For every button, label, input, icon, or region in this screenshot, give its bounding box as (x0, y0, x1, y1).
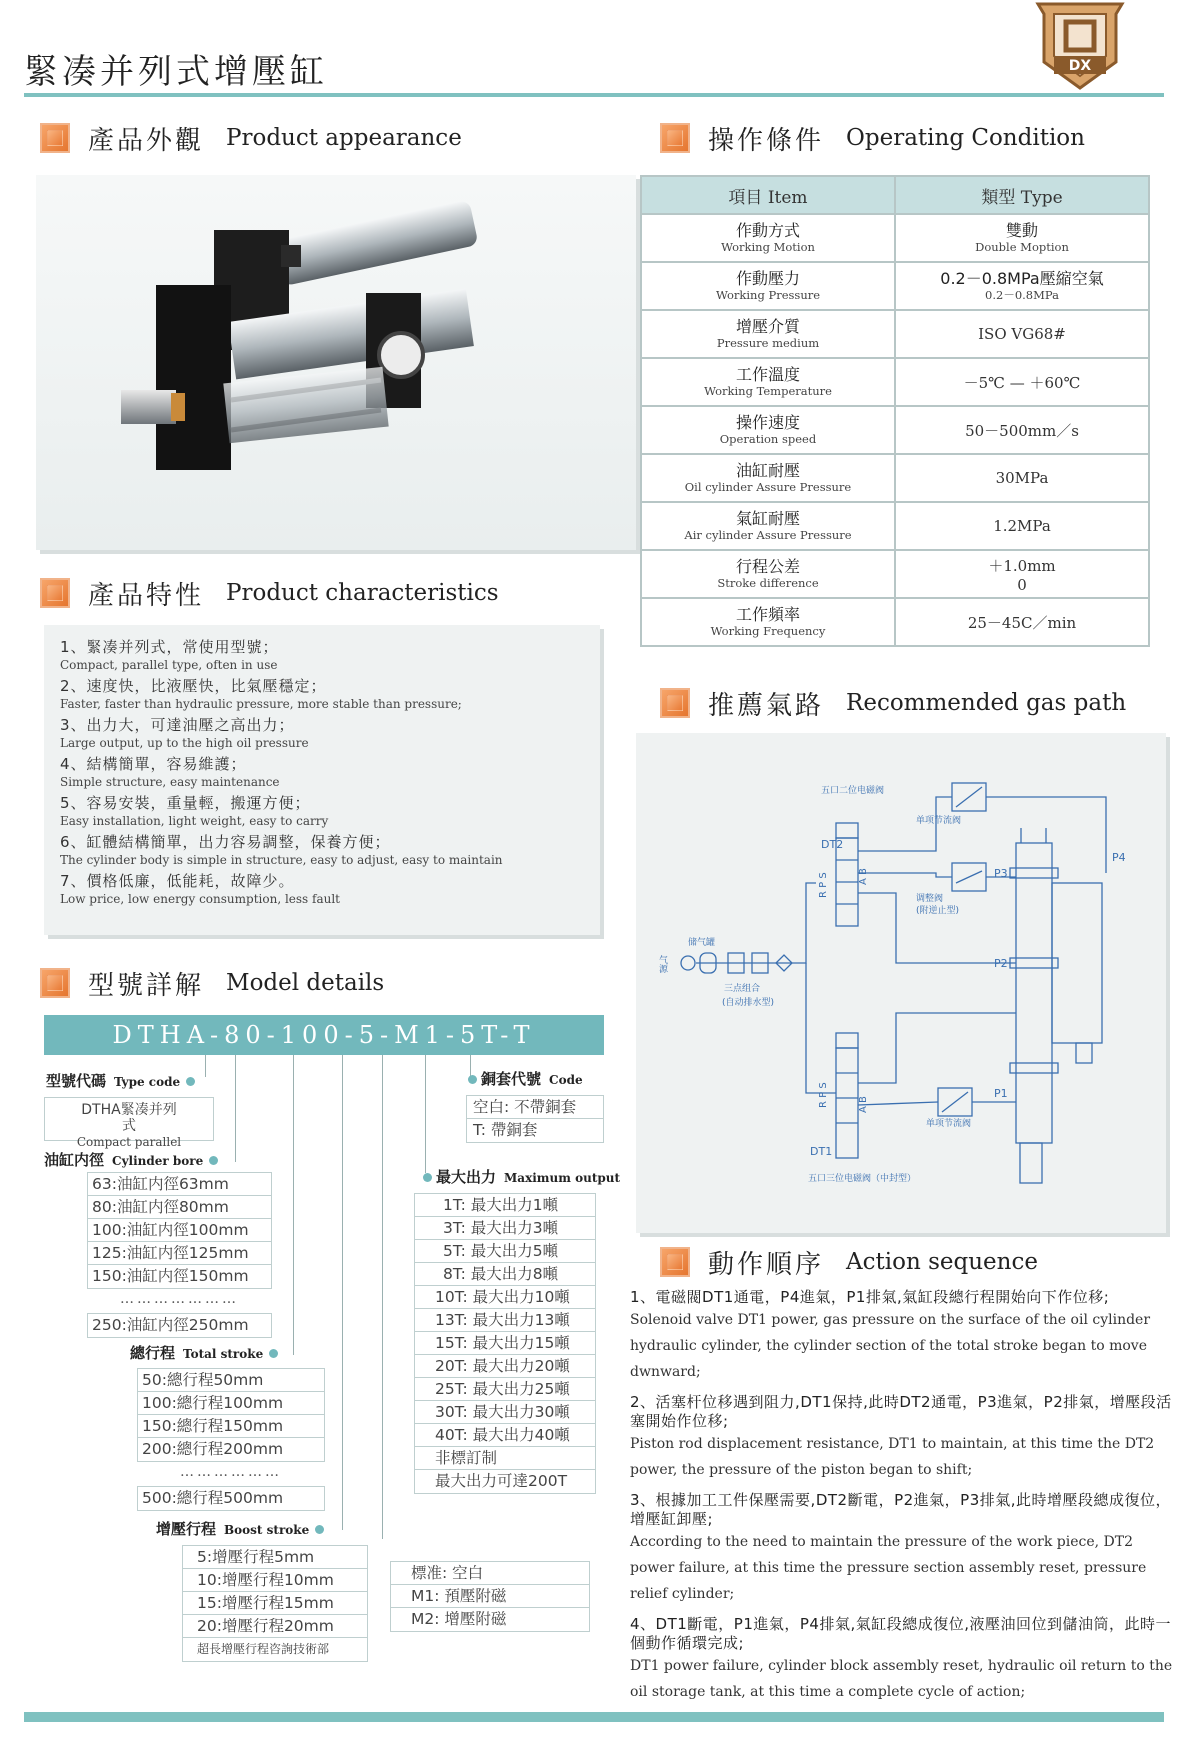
row-value: 25－45C／min (895, 598, 1149, 646)
list-item: 13T: 最大出力13噸 (415, 1309, 595, 1332)
bore-label (44, 1149, 218, 1170)
row-label-en: Operation speed (719, 432, 817, 446)
label-throttle-bottom: 单项节流阀 (926, 1119, 972, 1129)
section-title-en: Model details (226, 970, 385, 996)
list-item: 20:增壓行程20mm (183, 1615, 367, 1638)
item-zh: 5、容易安裝，重量輕，搬運方便； (60, 794, 311, 812)
item-zh: 3、出力大，可達油壓之高出力； (60, 716, 295, 734)
header-rule (24, 93, 1164, 97)
label-regulator2: (附逆止型) (916, 906, 960, 916)
list-item: M1: 預壓附磁 (391, 1585, 589, 1608)
total-stroke-label (130, 1342, 278, 1363)
label-zh: 總行程 (130, 1344, 176, 1362)
boost-stroke-options (182, 1545, 368, 1662)
list-item: 100:油缸内徑100mm (88, 1219, 271, 1242)
row-value: 0.2－0.8MPa壓縮空氣 (940, 269, 1104, 288)
row-label-en: Working Temperature (704, 384, 832, 398)
row-label-zh: 作動壓力 (735, 269, 800, 288)
list-item: 5T: 最大出力5噸 (415, 1240, 595, 1263)
list-item: T: 帶銅套 (473, 1121, 538, 1139)
label-zh: 增壓行程 (156, 1520, 217, 1538)
label-zh: 油缸内徑 (44, 1151, 105, 1169)
product-image (36, 175, 636, 550)
bore-ellipsis: ………………… (120, 1291, 239, 1307)
label-throttle-top: 单项节流阀 (916, 816, 962, 826)
list-item (60, 637, 584, 673)
table-row (641, 454, 1149, 502)
item-zh: 7、價格低廉，低能耗，故障少。 (60, 872, 295, 890)
gas-path-diagram (636, 733, 1166, 1233)
page-title: 緊凑并列式增壓缸 (24, 52, 328, 92)
list-item: 15T: 最大出力15噸 (415, 1332, 595, 1355)
section-title-zh: 動作順序 (708, 1249, 825, 1280)
label-tank: 储气罐 (688, 938, 716, 948)
bullet-dot-icon (269, 1349, 278, 1358)
row-value-sub: 0 (1017, 575, 1027, 594)
list-item (60, 715, 584, 751)
bullet-dot-icon (468, 1075, 477, 1084)
bullet-square-icon (40, 123, 70, 153)
list-item: 最大出力可達200T (435, 1472, 568, 1490)
item-en: Easy installation, light weight, easy to carry (60, 814, 329, 828)
label-en: Code (549, 1073, 583, 1087)
list-item (60, 676, 584, 712)
label-valve-top: 五口二位电磁阀 (821, 786, 885, 796)
row-value: ISO VG68# (895, 310, 1149, 358)
table-header-row (641, 176, 1149, 214)
label-regulator: 调整阀 (916, 894, 944, 904)
list-item: 50:總行程50mm (138, 1369, 324, 1392)
row-value: －5℃ — ＋60℃ (895, 358, 1149, 406)
list-item: 15:增壓行程15mm (183, 1592, 367, 1615)
list-item: 5:增壓行程5mm (183, 1546, 367, 1569)
label-p2: P2 (994, 957, 1008, 970)
label-ports-ab-top: A B (858, 868, 869, 885)
section-title-zh: 產品特性 (88, 580, 205, 611)
table-row (641, 358, 1149, 406)
model-code-bar: DTHA-80-100-5-M1-5T-T (44, 1015, 604, 1055)
bullet-dot-icon (423, 1173, 432, 1182)
section-title-zh: 產品外觀 (88, 125, 205, 156)
row-label-en: Working Pressure (715, 288, 821, 302)
list-item: 150:總行程150mm (138, 1415, 324, 1438)
boost-stroke-label (156, 1518, 324, 1539)
list-item: 10T: 最大出力10噸 (415, 1286, 595, 1309)
list-item (60, 793, 584, 829)
list-item: 3T: 最大出力3噸 (415, 1217, 595, 1240)
row-label-en: Oil cylinder Assure Pressure (684, 480, 852, 494)
item-en: Low price, low energy consumption, less fault (60, 892, 340, 906)
table-row (641, 502, 1149, 550)
row-label-en: Stroke difference (717, 576, 819, 590)
operating-condition-table (640, 175, 1150, 647)
row-value-sub: 0.2－0.8MPa (985, 288, 1059, 302)
bullet-square-icon (660, 123, 690, 153)
table-header-item: 項目 Item (641, 176, 895, 214)
section-title-zh: 推薦氣路 (708, 690, 825, 721)
list-item: 30T: 最大出力30噸 (415, 1401, 595, 1424)
row-label-en: Working Frequency (710, 624, 826, 638)
bore-options (87, 1172, 272, 1289)
item-en: Compact, parallel type, often in use (60, 658, 278, 672)
step-en: According to the need to maintain the pressure of the work piece, DT2 power failure, at this time the pressure section assembly reset, pressure relief cylinder; (630, 1534, 1147, 1602)
total-stroke-last-option (137, 1486, 325, 1511)
list-item (630, 1288, 1176, 1385)
row-label-en: Pressure medium (716, 336, 820, 350)
list-item: 20T: 最大出力20噸 (415, 1355, 595, 1378)
label-en: Total stroke (183, 1347, 264, 1361)
list-item: 1T: 最大出力1噸 (415, 1194, 595, 1217)
row-label-zh: 油缸耐壓 (735, 461, 800, 480)
connector-line (205, 1055, 206, 1077)
list-item: 63:油缸内徑63mm (88, 1173, 271, 1196)
item-zh: 4、結構簡單，容易維護； (60, 755, 247, 773)
bullet-dot-icon (209, 1156, 218, 1165)
type-code-label (46, 1070, 195, 1091)
table-row (641, 262, 1149, 310)
list-item (60, 832, 584, 868)
list-item: 250:油缸内徑250mm (92, 1316, 249, 1334)
label-valve-bottom: 五口三位电磁阀（中封型） (808, 1174, 917, 1184)
label-triple: 三点组合 (724, 984, 761, 994)
row-value: 50－500mm／s (895, 406, 1149, 454)
row-label-en: Air cylinder Assure Pressure (684, 528, 852, 542)
item-zh: 2、速度快，比液壓快，比氣壓穩定； (60, 677, 327, 695)
label-p3: P3 (994, 867, 1008, 880)
bullet-square-icon (40, 968, 70, 998)
item-en: Large output, up to the high oil pressure (60, 736, 309, 750)
list-item (60, 754, 584, 790)
item-en: Faster, faster than hydraulic pressure, more stable than pressure; (60, 697, 462, 711)
step-zh: 3、根據加工工件保壓需要,DT2斷電，P2進氣，P3排氣,此時增壓段總成復位，增壓缸卸壓; (630, 1491, 1172, 1528)
connector-line (235, 1055, 236, 1162)
item-zh: 1、緊凑并列式，常使用型號； (60, 638, 279, 656)
item-en: Simple structure, easy maintenance (60, 775, 280, 789)
list-item: 標准: 空白 (391, 1562, 589, 1585)
section-gaspath-header (660, 683, 1126, 723)
row-label-zh: 行程公差 (735, 557, 800, 576)
label-en: Type code (114, 1075, 181, 1089)
row-value: 1.2MPa (895, 502, 1149, 550)
list-item: M2: 增壓附磁 (411, 1610, 507, 1628)
action-sequence-list (630, 1288, 1176, 1705)
brand-logo (1030, 0, 1130, 92)
row-label-zh: 氣缸耐壓 (735, 509, 800, 528)
connector-line (425, 1055, 426, 1173)
section-title-en: Action sequence (846, 1249, 1038, 1275)
row-value: 30MPa (895, 454, 1149, 502)
section-title-en: Product appearance (226, 125, 462, 151)
connector-line (342, 1055, 343, 1530)
label-source: 气源 (657, 955, 667, 973)
connector-line (382, 1055, 383, 1539)
label-p1: P1 (994, 1087, 1008, 1100)
list-item: 125:油缸内徑125mm (88, 1242, 271, 1265)
sleeve-code-options (466, 1095, 604, 1143)
item-en: The cylinder body is simple in structure, easy to adjust, easy to maintain (60, 853, 503, 867)
table-row (641, 550, 1149, 598)
row-label-zh: 增壓介質 (735, 317, 800, 336)
step-en: Piston rod displacement resistance, DT1 to maintain, at this time the DT2 power, the pressure of the piston began to shift; (630, 1436, 1155, 1478)
item-zh: 6、缸體結構簡單，出力容易調整，保養方便； (60, 833, 391, 851)
bore-last-option (87, 1313, 272, 1338)
list-item: 80:油缸内徑80mm (88, 1196, 271, 1219)
row-label-zh: 作動方式 (735, 221, 800, 240)
list-item (60, 871, 584, 907)
total-stroke-ellipsis: ……………… (180, 1464, 282, 1480)
label-ports-top: R P S (818, 872, 829, 898)
list-item: 空白: 不帶銅套 (467, 1096, 603, 1119)
list-item: 25T: 最大出力25噸 (415, 1378, 595, 1401)
type-code-value-en: Compact parallel (76, 1135, 182, 1149)
characteristics-list (44, 625, 600, 935)
list-item: 150:油缸内徑150mm (92, 1267, 249, 1285)
section-model-header (40, 963, 384, 1003)
magnet-options (390, 1561, 590, 1632)
list-item: 500:總行程500mm (142, 1489, 284, 1507)
sleeve-code-label (468, 1068, 583, 1089)
section-title-zh: 操作條件 (708, 125, 825, 156)
row-value: 雙動 (1005, 221, 1038, 240)
label-triple2: (自动排水型) (722, 998, 775, 1008)
max-output-label (423, 1166, 620, 1187)
row-label-zh: 工作溫度 (735, 365, 800, 384)
max-output-options (414, 1193, 596, 1494)
total-stroke-options (137, 1368, 325, 1462)
list-item: 40T: 最大出力40噸 (415, 1424, 595, 1447)
table-row (641, 406, 1149, 454)
step-zh: 1、電磁閥DT1通電，P4進氣，P1排氣,氣缸段總行程開始向下作位移; (630, 1288, 1110, 1306)
table-row (641, 214, 1149, 262)
section-action-header (660, 1242, 1038, 1282)
footer-rule (24, 1712, 1164, 1722)
label-zh: 型號代碼 (46, 1072, 107, 1090)
row-value-sub: Double Moption (975, 240, 1069, 254)
list-item: 10:增壓行程10mm (183, 1569, 367, 1592)
row-value: ＋1.0mm (988, 556, 1056, 575)
section-operating-header (660, 118, 1085, 158)
label-en: Maximum output (504, 1171, 621, 1185)
step-zh: 4、DT1斷電，P1進氣，P4排氣,氣缸段總成復位,液壓油回位到儲油筒，此時一個動作循環完成; (630, 1615, 1172, 1652)
label-ports-ab-bottom: A B (858, 1096, 869, 1113)
row-label-zh: 工作頻率 (735, 605, 800, 624)
table-row (641, 310, 1149, 358)
step-en: Solenoid valve DT1 power, gas pressure on the surface of the oil cylinder hydraulic cylinder, the cylinder section of the total stroke began to move dwnward; (630, 1312, 1151, 1380)
label-en: Boost stroke (224, 1523, 310, 1537)
bullet-square-icon (40, 578, 70, 608)
section-characteristics-header (40, 573, 499, 613)
list-item (630, 1615, 1176, 1705)
row-label-en: Working Motion (721, 240, 815, 254)
list-item: 200:總行程200mm (142, 1440, 284, 1458)
type-code-box (44, 1097, 214, 1149)
bullet-square-icon (660, 1247, 690, 1277)
list-item: 8T: 最大出力8噸 (415, 1263, 595, 1286)
type-code-value: DTHA緊凑并列式 (81, 1102, 177, 1134)
section-title-zh: 型號詳解 (88, 970, 205, 1001)
section-title-en: Recommended gas path (846, 690, 1127, 716)
list-item: 100:總行程100mm (138, 1392, 324, 1415)
list-item (630, 1491, 1176, 1607)
label-zh: 銅套代號 (481, 1070, 542, 1088)
label-zh: 最大出力 (436, 1168, 497, 1186)
list-item (630, 1393, 1176, 1483)
section-title-en: Operating Condition (846, 125, 1085, 151)
label-ports-bottom: R P S (818, 1082, 829, 1108)
bullet-square-icon (660, 688, 690, 718)
section-appearance-header (40, 118, 462, 158)
step-zh: 2、活塞杆位移遇到阻力,DT1保持,此時DT2通電，P3進氣，P2排氣，增壓段活塞開始作位移; (630, 1393, 1172, 1430)
logo-text: DX (1068, 58, 1092, 74)
section-title-en: Product characteristics (226, 580, 499, 606)
bullet-dot-icon (315, 1525, 324, 1534)
label-dt2: DT2 (821, 838, 844, 851)
row-label-zh: 操作速度 (735, 413, 800, 432)
label-dt1: DT1 (810, 1145, 833, 1158)
label-en: Cylinder bore (112, 1154, 204, 1168)
label-p4: P4 (1112, 851, 1126, 864)
list-item: 非標訂制 (415, 1447, 595, 1470)
bullet-dot-icon (186, 1077, 195, 1086)
connector-line (293, 1055, 294, 1355)
step-en: DT1 power failure, cylinder block assembly reset, hydraulic oil return to the oil storage tank, at this time a complete cycle of action; (630, 1658, 1173, 1700)
table-row (641, 598, 1149, 646)
list-item: 超長增壓行程咨詢技術部 (197, 1642, 330, 1656)
table-header-type: 類型 Type (895, 176, 1149, 214)
